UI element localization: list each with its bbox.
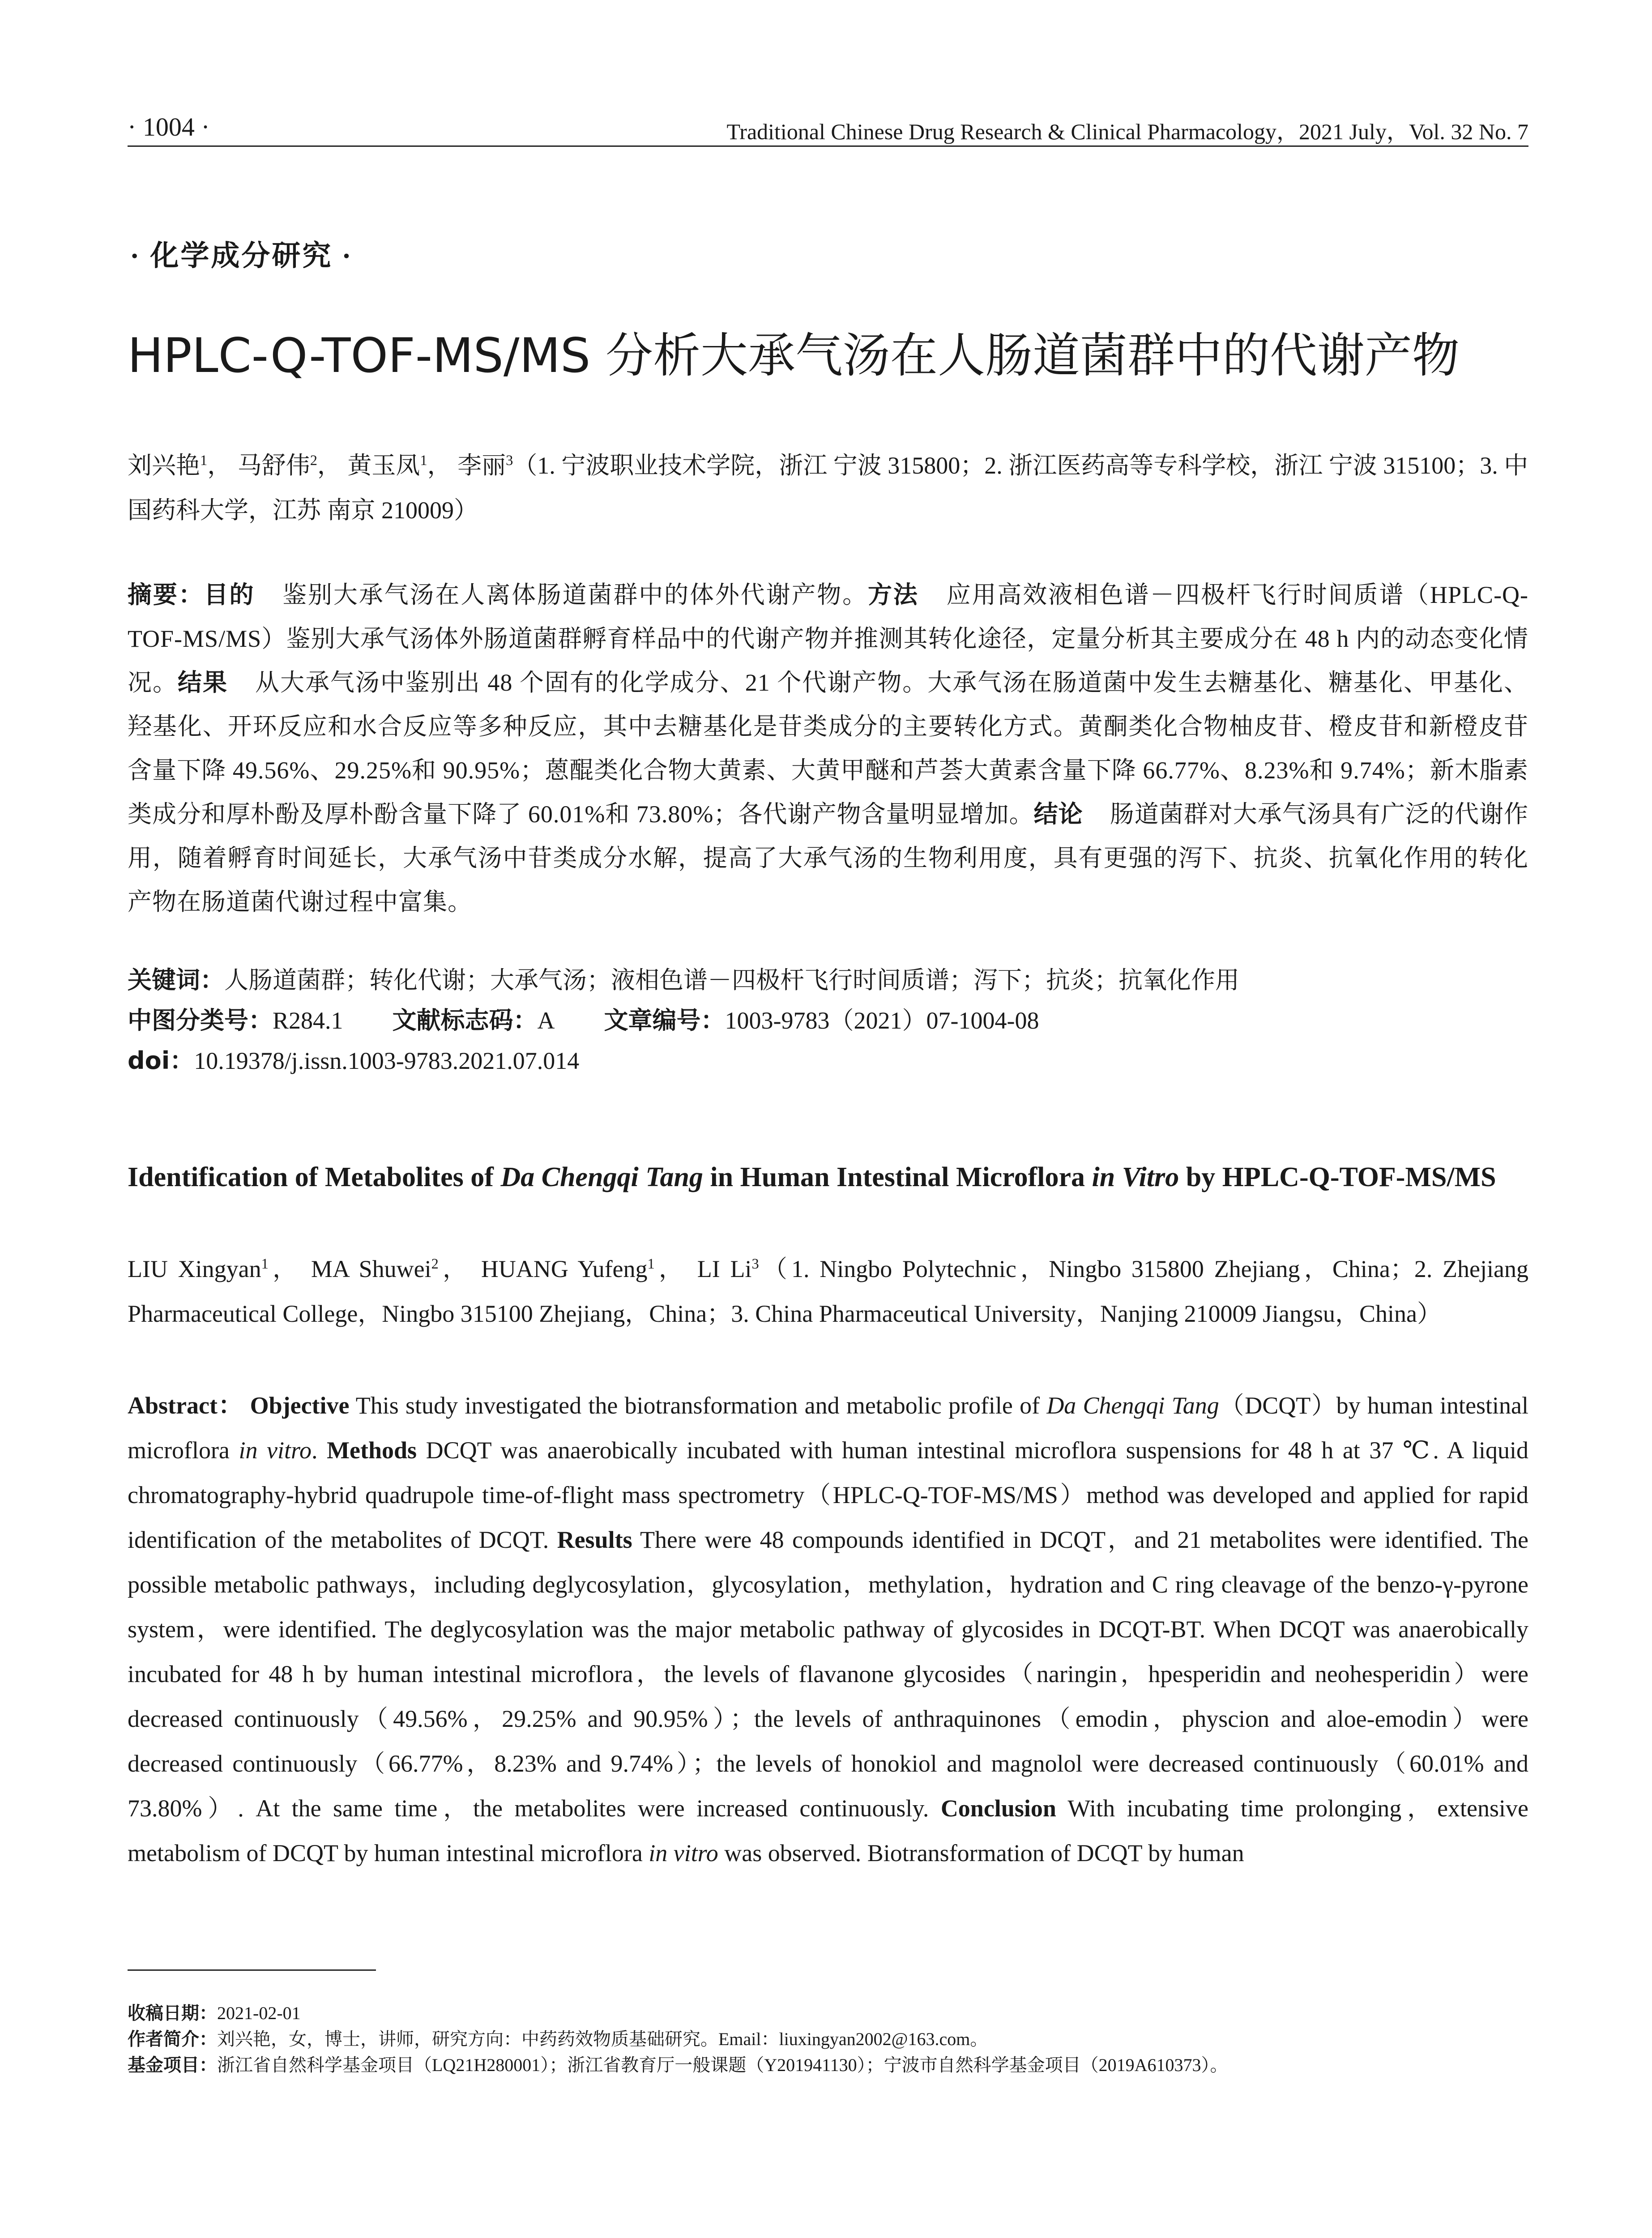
objective-label: 目的	[204, 581, 255, 609]
abstract-label: 摘要：	[128, 581, 204, 609]
objective-italic: Da Chengqi Tang	[1046, 1392, 1219, 1419]
results-text: 从大承气汤中鉴别出 48 个固有的化学成分、21 个代谢产物。大承气汤在肠道菌中发生去糖基化、糖基化、甲基化、羟基化、开环反应和水合反应等多种反应，其中去糖基化是苷类成分的主要转化方式。黄酮类化合物柚皮苷、橙皮苷和新橙皮苷含量下降 49.56%、29.25%和 90.95%；蒽醌类化合物大黄素、大黄甲醚和芦荟大黄素含量下降 66.77%、8.23%和 9.74%；新木脂素类成分和厚朴酚及厚朴酚含量下降了 60.01%和 73.80%；各代谢产物含量明显增加。	[128, 669, 1529, 828]
author-sup: 3	[751, 1256, 759, 1272]
affiliations: （1. Ningbo Polytechnic，Ningbo 315800 Zhejiang，China；2. Zhejiang Pharmaceutical College，Ningbo 315100 Zhejiang，China；3. China Pharmaceutical University，Nanjing 210009 Jiangsu，China）	[128, 1256, 1528, 1327]
english-authors: LIU Xingyan$^1$， MA Shuwei$^2$， HUANG Yufeng$^1$， LI Li$^3$（1. Ningbo Polytechnic，Ningbo 315800 Zhejiang，China；2. Zhejiang Pharmaceutical College，Ningbo 315100 Zhejiang，China；3. China Pharmaceutical University，Nanjing 210009 Jiangsu，China）	[128, 1256, 1528, 1327]
author-name: HUANG Yufeng	[481, 1256, 648, 1282]
conclusion-text: was observed. Biotransformation of DCQT by human	[718, 1840, 1244, 1866]
methods-label: Methods	[327, 1437, 417, 1464]
chinese-title: HPLC-Q-TOF-MS/MS 分析大承气汤在人肠道菌群中的代谢产物	[128, 328, 1460, 383]
conclusion-italic: in vitro	[649, 1840, 718, 1866]
fund-text: 浙江省自然科学基金项目（LQ21H280001）；浙江省教育厅一般课题（Y201941130）；宁波市自然科学基金项目（2019A610373）。	[217, 2055, 1228, 2075]
doc-code-label: 文献标志码：	[392, 1006, 538, 1034]
conclusion-text: With incubating time prolonging，extensive metabolism of DCQT by human intestinal microflora	[128, 1795, 1529, 1866]
section-tag: · 化学成分研究 ·	[130, 240, 353, 272]
objective-label: Objective	[250, 1392, 350, 1419]
methods-text: 应用高效液相色谱－四极杆飞行时间质谱（HPLC-Q-TOF-MS/MS）鉴别大承气汤体外肠道菌群孵育样品中的代谢产物并推测其转化途径，定量分析其主要成分在 48 h 内的动态变化情况。	[128, 581, 1529, 696]
english-title-part: by HPLC-Q-TOF-MS/MS	[1179, 1162, 1496, 1192]
author-sup: 2	[310, 453, 317, 469]
author-name: LI Li	[697, 1256, 752, 1282]
footnote-received	[128, 2001, 1528, 2026]
footnote-fund	[128, 2053, 1528, 2078]
keywords-label: 关键词：	[128, 966, 224, 994]
chinese-authors: 刘兴艳$^1$， 马舒伟$^2$， 黄玉凤$^1$， 李丽$^3$（1. 宁波职业技术学院，浙江 宁波 315800；2. 浙江医药高等专科学校，浙江 宁波 315100；3. 中国药科大学，江苏 南京 210009）	[128, 452, 1528, 524]
article-no-label: 文章编号：	[604, 1006, 725, 1034]
author-sup: 1	[200, 453, 208, 469]
author-sup: 1	[420, 453, 427, 469]
author-name: 马舒伟	[237, 452, 310, 479]
clc-value: R284.1	[273, 1007, 343, 1034]
english-title-italic: Da Chengqi Tang	[500, 1162, 703, 1192]
author-name: 刘兴艳	[128, 452, 200, 479]
objective-text: 鉴别大承气汤在人离体肠道菌群中的体外代谢产物。	[282, 581, 868, 608]
conclusion-text: 肠道菌群对大承气汤具有广泛的代谢作用，随着孵育时间延长，大承气汤中苷类成分水解，提高了大承气汤的生物利用度，具有更强的泻下、抗炎、抗氧化作用的转化产物在肠道菌代谢过程中富集。	[128, 801, 1529, 915]
objective-text: This study investigated the biotransformation and metabolic profile of	[355, 1392, 1047, 1419]
abstract-label: Abstract：	[128, 1392, 243, 1419]
author-name: LIU Xingyan	[128, 1256, 261, 1282]
english-title-part: in Human Intestinal Microflora	[703, 1162, 1092, 1192]
author-sup: 1	[647, 1256, 655, 1272]
author-sup: 3	[506, 453, 513, 469]
english-title-italic: in Vitro	[1092, 1162, 1179, 1192]
author-bio: 刘兴艳，女，博士，讲师，研究方向：中药药效物质基础研究。Email：liuxingyan2002@163.com。	[217, 2029, 988, 2049]
objective-italic: in vitro	[239, 1437, 312, 1464]
conclusion-label: 结论	[1033, 800, 1083, 828]
classification-line	[128, 1003, 1528, 1038]
journal-citation: Traditional Chinese Drug Research & Clinical Pharmacology，2021 July，Vol. 32 No. 7	[726, 119, 1528, 144]
author-sup: 1	[261, 1256, 269, 1272]
methods-text: DCQT was anaerobically incubated with human intestinal microflora suspensions for 48 h at 37 ℃. A liquid chromatography-hybrid quadrupole time-of-flight mass spectrometry（HPLC-Q-TOF-MS/MS）method was developed and applied for rapid identification of the metabolites of DCQT.	[128, 1437, 1528, 1553]
objective-text: .	[312, 1437, 318, 1464]
english-abstract	[128, 1383, 1528, 1875]
chinese-abstract	[128, 573, 1528, 924]
keywords: 人肠道菌群；转化代谢；大承气汤；液相色谱－四极杆飞行时间质谱；泻下；抗炎；抗氧化作用	[224, 967, 1239, 994]
objective-text: （DCQT）by human intestinal microflora	[128, 1392, 1529, 1464]
author-bio-label: 作者简介：	[128, 2029, 217, 2050]
author-name: MA Shuwei	[311, 1256, 431, 1282]
fund-label: 基金项目：	[128, 2055, 217, 2076]
results-label: 结果	[177, 668, 228, 696]
header-rule	[128, 145, 1528, 147]
author-sup: 2	[431, 1256, 439, 1272]
article-no-value: 1003-9783（2021）07-1004-08	[725, 1007, 1039, 1034]
received-label: 收稿日期：	[128, 2003, 217, 2024]
doi-label: doi：	[128, 1046, 194, 1075]
english-title	[128, 1155, 1528, 1200]
running-header	[128, 112, 1528, 143]
english-title-part: Identification of Metabolites of	[128, 1162, 501, 1192]
results-text: There were 48 compounds identified in DCQT，and 21 metabolites were identified. The possible metabolic pathways，including deglycosylation，glycosylation，methylation，hydration and C ring cleavage of the benzo-γ-pyrone system，were identified. The deglycosylation was the major metabolic pathway of glycosides in DCQT-BT. When DCQT was anaerobically incubated for 48 h by human intestinal microflora，the levels of flavanone glycosides（naringin，hpesperidin and neohesperidin）were decreased continuously（49.56%，29.25% and 90.95%）；the levels of anthraquinones（emodin，physcion and aloe-emodin）were decreased continuously（66.77%，8.23% and 9.74%）；the levels of honokiol and magnolol were decreased continuously（60.01% and 73.80%）. At the same time，the metabolites were increased continuously.	[128, 1526, 1529, 1822]
clc-label: 中图分类号：	[128, 1006, 273, 1034]
received-date: 2021-02-01	[217, 2003, 301, 2023]
doc-code-value: A	[537, 1007, 555, 1034]
keywords-line	[128, 962, 1528, 998]
doi-value: 10.19378/j.issn.1003-9783.2021.07.014	[194, 1047, 580, 1074]
author-name: 黄玉凤	[347, 452, 420, 479]
author-name: 李丽	[457, 452, 506, 479]
footnote-author	[128, 2027, 1528, 2052]
footnote-rule	[128, 1969, 376, 1971]
affiliations: （1. 宁波职业技术学院，浙江 宁波 315800；2. 浙江医药高等专科学校，浙江 宁波 315100；3. 中国药科大学，江苏 南京 210009）	[128, 452, 1528, 524]
conclusion-label: Conclusion	[940, 1795, 1056, 1822]
methods-label: 方法	[868, 581, 919, 609]
page-number: · 1004 ·	[128, 112, 210, 141]
doi-line	[128, 1043, 1528, 1079]
results-label: Results	[557, 1526, 632, 1553]
